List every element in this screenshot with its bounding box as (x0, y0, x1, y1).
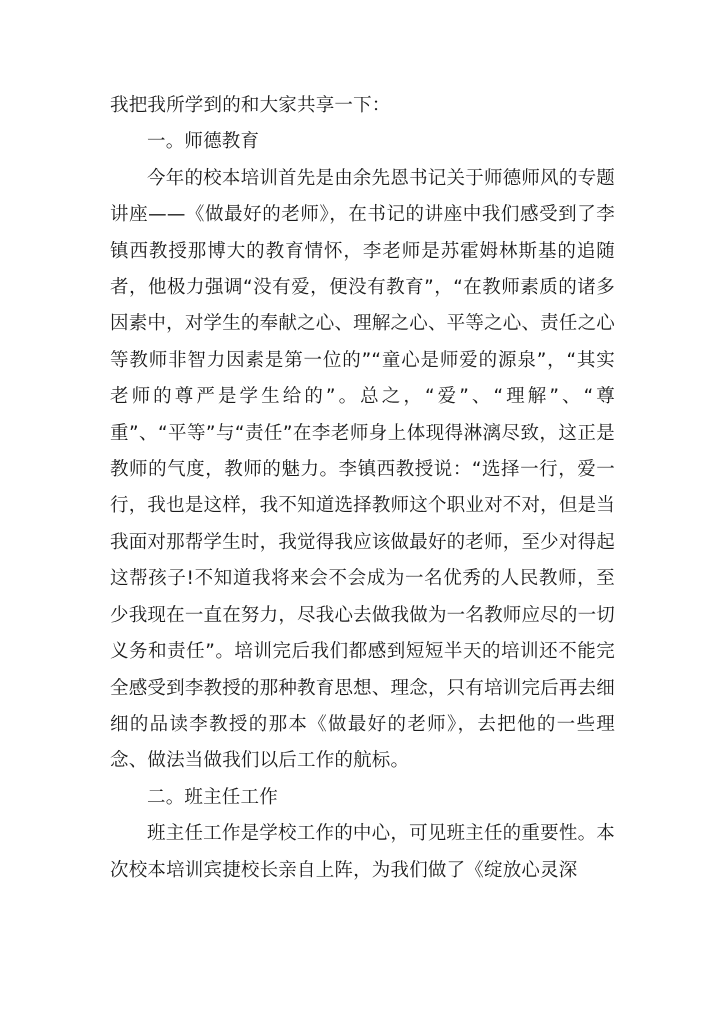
document-body (110, 88, 615, 889)
section-body-class-teacher: 班主任工作是学校工作的中心，可见班主任的重要性。本次校本培训宾捷校长亲自上阵，为我们做了《绽放心灵深 (110, 823, 615, 881)
section-body-teacher-ethics: 今年的校本培训首先是由余先恩书记关于师德师风的专题讲座——《做最好的老师》，在书记的讲座中我们感受到了李镇西教授那博大的教育情怀，李老师是苏霍姆林斯基的追随者，他极力强调“没有爱，便没有教育”，“在教师素质的诸多因素中，对学生的奉献之心、理解之心、平等之心、责任之心等教师非智力因素是第一位的”“童心是师爱的源泉”，“其实老师的尊严是学生给的”。总之，“爱”、“理解”、“尊重”、“平等”与“责任”在李老师身上体现得淋漓尽致，这正是教师的气度，教师的魅力。李镇西教授说：“选择一行，爱一行，我也是这样，我不知道选择教师这个职业对不对，但是当我面对那帮学生时，我觉得我应该做最好的老师，至少对得起这帮孩子!不知道我将来会不会成为一名优秀的人民教师，至少我现在一直在努力，尽我心去做我做为一名教师应尽的一切义务和责任”。培训完后我们都感到短短半天的培训还不能完全感受到李教授的那种教育思想、理念，只有培训完后再去细细的品读李教授的那本《做最好的老师》，去把他的一些理念、做法当做我们以后工作的航标。 (110, 167, 615, 772)
section-heading-class-teacher: 二。班主任工作 (147, 786, 278, 808)
section-heading-teacher-ethics: 一。师德教育 (147, 131, 260, 153)
intro-paragraph: 我把我所学到的和大家共享一下： (110, 95, 391, 116)
